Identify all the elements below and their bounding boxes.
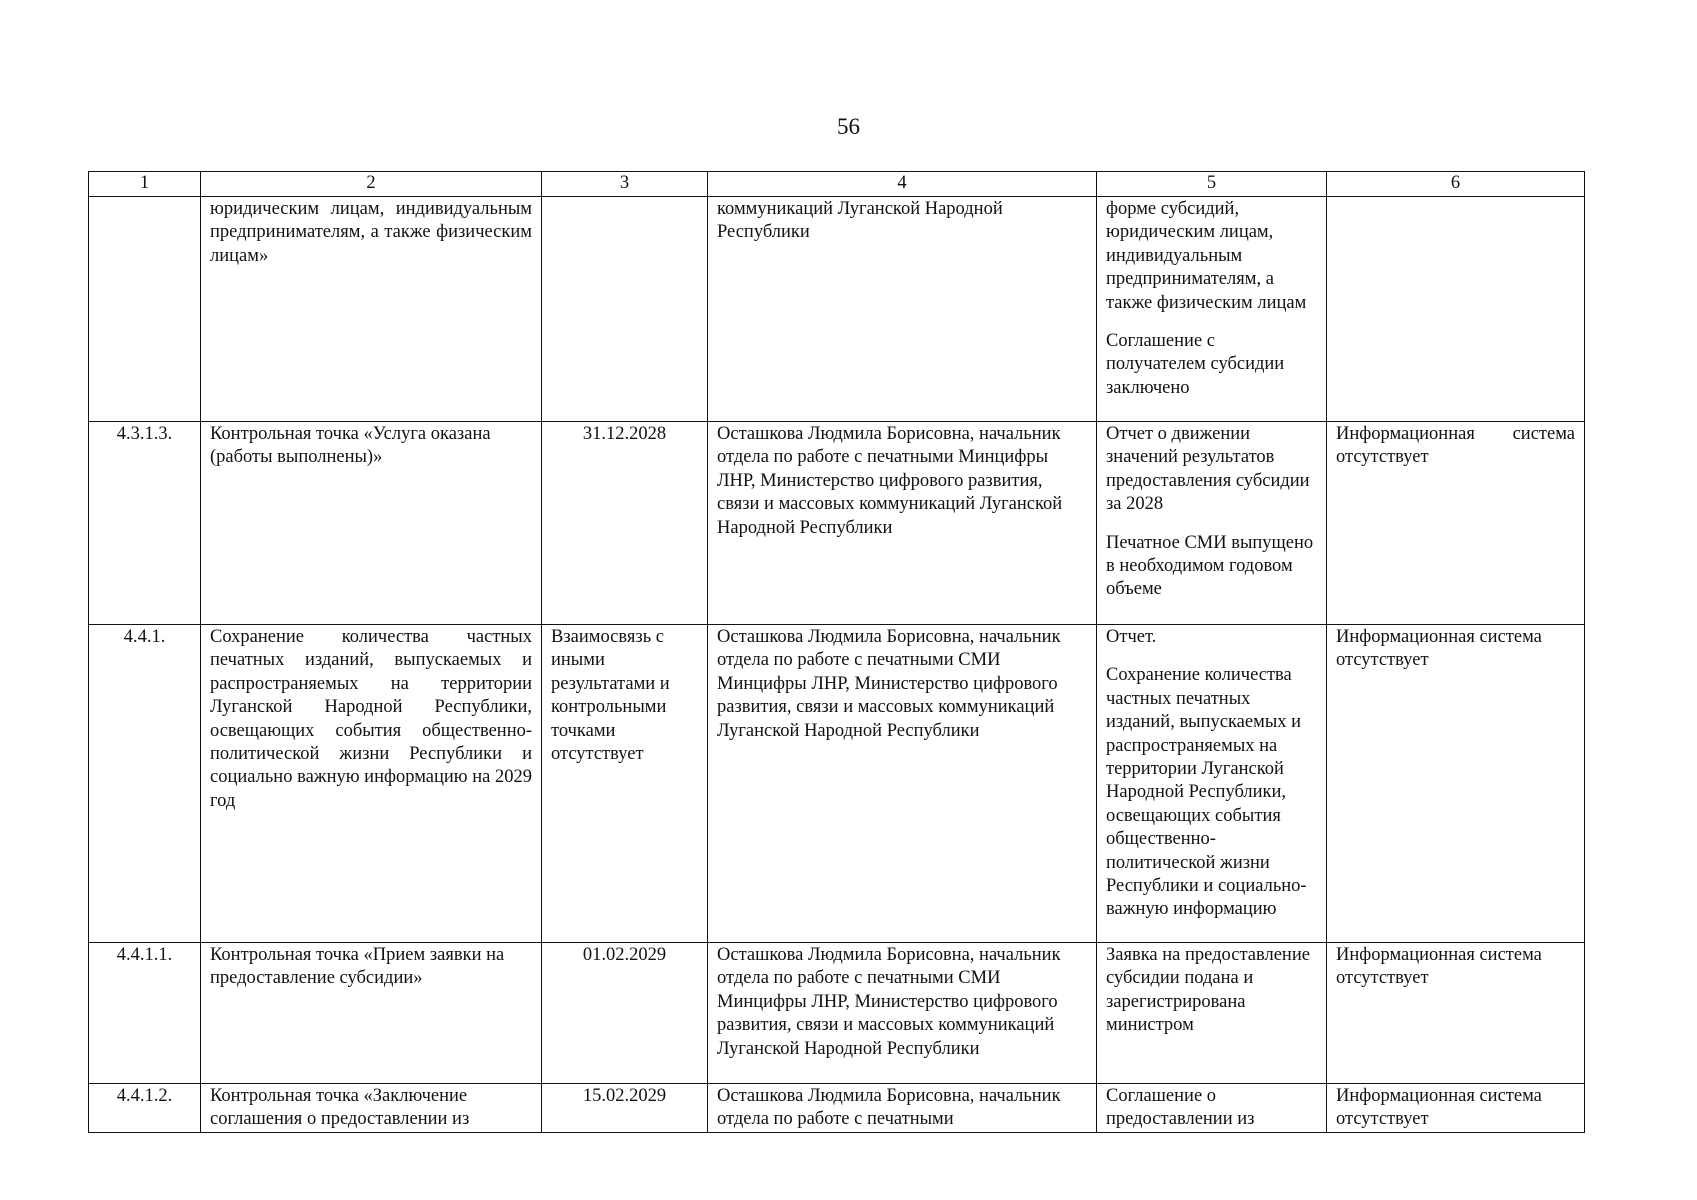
row-number: 4.4.1.1. [89,943,201,1084]
row-description: Сохранение количества частных печатных изданий, выпускаемых и распространяемых на территории Луганской Народной Республики, освещающих события общественно-политической жизни Республики и социально важную информацию на 2029 год [201,625,542,943]
row-date [542,197,708,422]
row-description: Контрольная точка «Услуга оказана (работы выполнены)» [201,422,542,625]
row-system: Информационная система отсутствует [1327,943,1585,1084]
result-paragraph: Отчет о движении значений результатов предоставления субсидии за 2028 [1106,424,1310,515]
page-number: 56 [837,114,860,139]
table-row [89,422,1585,625]
result-paragraph: Отчет. [1106,627,1157,647]
column-header: 5 [1097,172,1327,197]
row-system: Информационная система отсутствует [1327,625,1585,943]
result-paragraph: Соглашение о предоставлении из [1106,1086,1255,1130]
row-number [89,197,201,422]
column-header: 2 [201,172,542,197]
row-date: 31.12.2028 [542,422,708,625]
table-row [89,197,1585,422]
result-paragraph: Сохранение количества частных печатных изданий, выпускаемых и распространяемых на территории Луганской Народной Республики, освещающих события общественно-политической жизни Республики и социально-важную информацию [1106,665,1307,920]
row-number: 4.4.1.2. [89,1084,201,1133]
row-date: Взаимосвязь с иными результатами и контрольными точками отсутствует [542,625,708,943]
result-paragraph: форме субсидий, юридическим лицам, индивидуальным предпринимателям, а также физическим лицам [1106,199,1307,313]
result-paragraph: Печатное СМИ выпущено в необходимом годовом объеме [1106,532,1314,600]
row-responsible: Осташкова Людмила Борисовна, начальник отдела по работе с печатными Минцифры ЛНР, Министерство цифрового развития, связи и массовых коммуникаций Луганской Народной Республики [708,422,1097,625]
row-date: 15.02.2029 [542,1084,708,1133]
table-row [89,943,1585,1084]
row-number: 4.3.1.3. [89,422,201,625]
table-row [89,1084,1585,1133]
row-description: юридическим лицам, индивидуальным предпринимателям, а также физическим лицам» [201,197,542,422]
result-paragraph: Заявка на предоставление субсидии подана и зарегистрирована министром [1106,945,1310,1036]
row-responsible: коммуникаций Луганской Народной Республики [708,197,1097,422]
column-header: 3 [542,172,708,197]
column-header: 4 [708,172,1097,197]
row-result [1097,943,1327,1084]
column-header: 1 [89,172,201,197]
row-result [1097,197,1327,422]
result-paragraph: Соглашение с получателем субсидии заключено [1106,331,1285,398]
row-system [1327,197,1585,422]
row-description: Контрольная точка «Заключение соглашения о предоставлении из [201,1084,542,1133]
column-header: 6 [1327,172,1585,197]
row-system: Информационная система отсутствует [1327,1084,1585,1133]
table-header-row [89,172,1585,197]
row-description: Контрольная точка «Прием заявки на предоставление субсидии» [201,943,542,1084]
results-table [88,171,1585,1133]
table-row [89,625,1585,943]
row-responsible: Осташкова Людмила Борисовна, начальник отдела по работе с печатными СМИ Минцифры ЛНР, Министерство цифрового развития, связи и массовых коммуникаций Луганской Народной Республики [708,943,1097,1084]
row-responsible: Осташкова Людмила Борисовна, начальник отдела по работе с печатными [708,1084,1097,1133]
row-result [1097,625,1327,943]
row-result [1097,1084,1327,1133]
row-system: Информационная система отсутствует [1327,422,1585,625]
row-responsible: Осташкова Людмила Борисовна, начальник отдела по работе с печатными СМИ Минцифры ЛНР, Министерство цифрового развития, связи и массовых коммуникаций Луганской Народной Республики [708,625,1097,943]
row-result [1097,422,1327,625]
row-date: 01.02.2029 [542,943,708,1084]
row-number: 4.4.1. [89,625,201,943]
